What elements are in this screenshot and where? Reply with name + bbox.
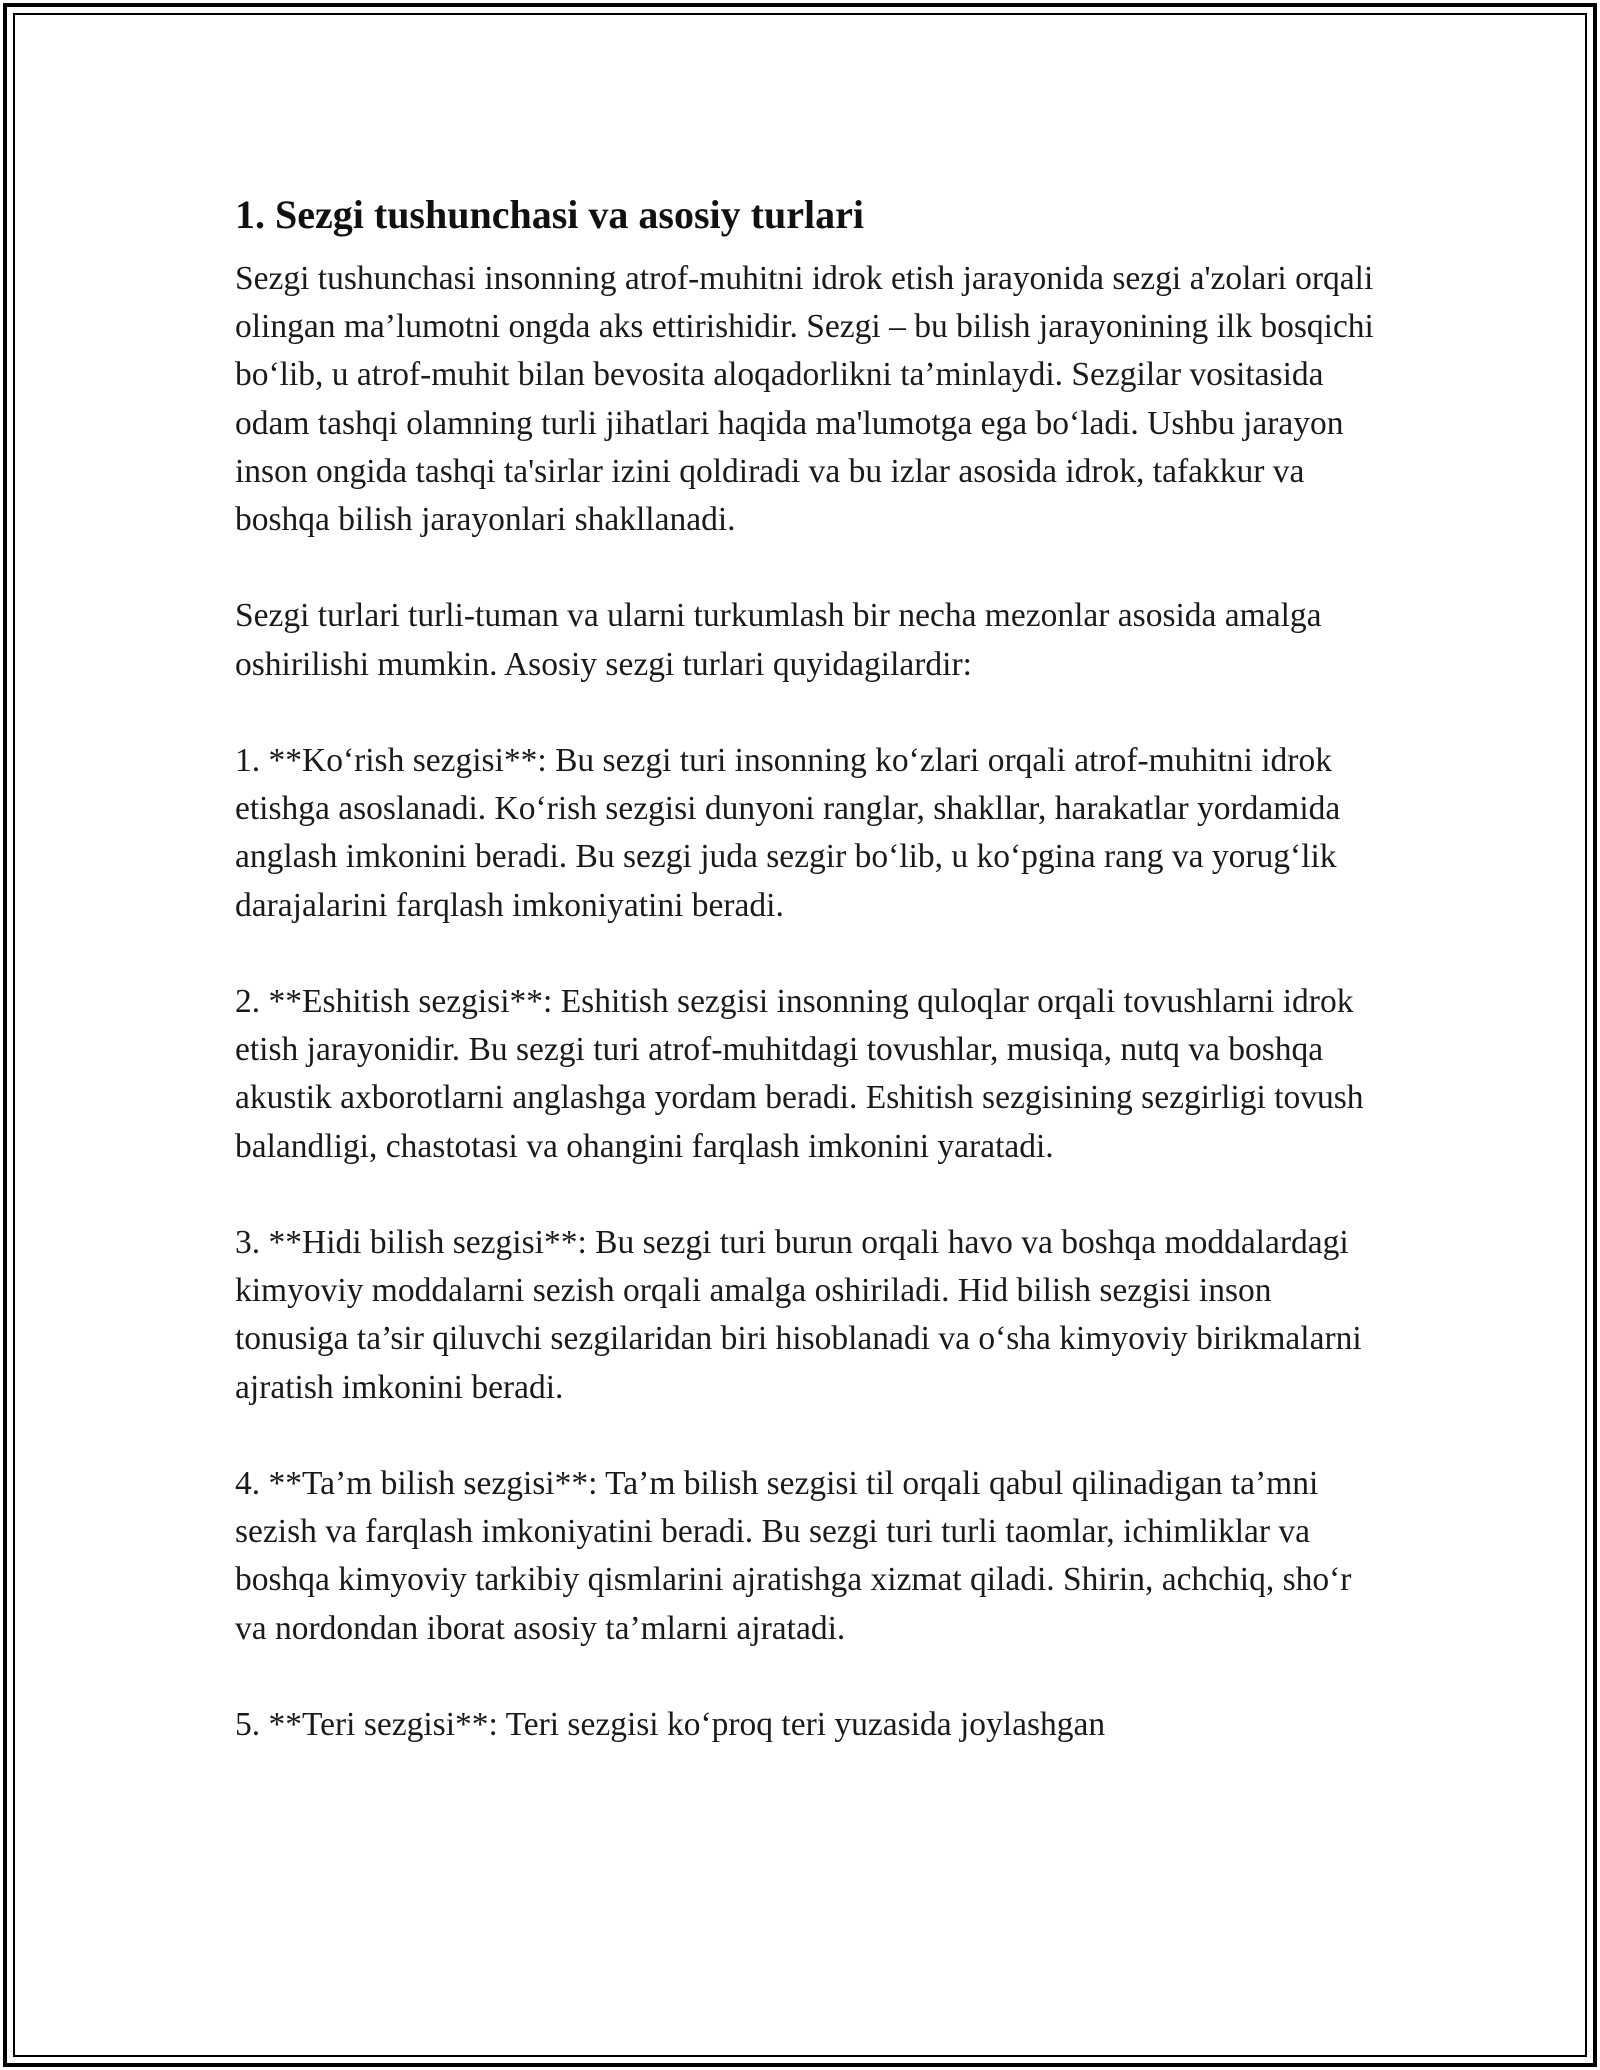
paragraph-vision: 1. **Ko‘rish sezgisi**: Bu sezgi turi insonning ko‘zlari orqali atrof-muhitni idrok etishga asoslanadi. Ko‘rish sezgisi dunyoni ranglar, shakllar, harakatlar yordamida anglash imkonini beradi. Bu sezgi juda sezgir bo‘lib, u ko‘pgina rang va yorug‘lik darajalarini farqlash imkoniyatini beradi. <box>235 742 1341 924</box>
paragraph-taste: 4. **Ta’m bilish sezgisi**: Ta’m bilish sezgisi til orqali qabul qilinadigan ta’mni sezish va farqlash imkoniyatini beradi. Bu sezgi turi turli taomlar, ichimliklar va boshqa kimyoviy tarkibiy qismlarini ajratishga xizmat qiladi. Shirin, achchiq, sho‘r va nordondan iborat asosiy ta’mlarni ajratadi. <box>235 1465 1352 1647</box>
section-heading: 1. Sezgi tushunchasi va asosiy turlari <box>235 192 864 237</box>
paragraph-hearing: 2. **Eshitish sezgisi**: Eshitish sezgisi insonning quloqlar orqali tovushlarni idrok etish jarayonidir. Bu sezgi turi atrof-muhitdagi tovushlar, musiqa, nutq va boshqa akustik axborotlarni anglashga yordam beradi. Eshitish sezgisining sezgirligi tovush balandligi, chastotasi va ohangini farqlash imkonini yaratadi. <box>235 983 1364 1165</box>
paragraph-smell: 3. **Hidi bilish sezgisi**: Bu sezgi turi burun orqali havo va boshqa moddalardagi kimyoviy moddalarni sezish orqali amalga oshiriladi. Hid bilish sezgisi inson tonusiga ta’sir qiluvchi sezgilaridan biri hisoblanadi va o‘sha kimyoviy birikmalarni ajratish imkonini beradi. <box>235 1224 1362 1406</box>
document-body <box>235 185 1375 1749</box>
paragraph-types-intro: Sezgi turlari turli-tuman va ularni turkumlash bir necha mezonlar asosida amalga oshirilishi mumkin. Asosiy sezgi turlari quyidagilardir: <box>235 597 1322 683</box>
paragraph-intro: Sezgi tushunchasi insonning atrof-muhitni idrok etish jarayonida sezgi a'zolari orqali olingan ma’lumotni ongda aks ettirishidir. Sezgi – bu bilish jarayonining ilk bosqichi bo‘lib, u atrof-muhit bilan bevosita aloqadorlikni ta’minlaydi. Sezgilar vositasida odam tashqi olamning turli jihatlari haqida ma'lumotga ega bo‘ladi. Ushbu jarayon inson ongida tashqi ta'sirlar izini qoldiradi va bu izlar asosida idrok, tafakkur va boshqa bilish jarayonlari shakllanadi. <box>235 260 1374 539</box>
paragraph-skin: 5. **Teri sezgisi**: Teri sezgisi ko‘proq teri yuzasida joylashgan <box>235 1706 1106 1743</box>
